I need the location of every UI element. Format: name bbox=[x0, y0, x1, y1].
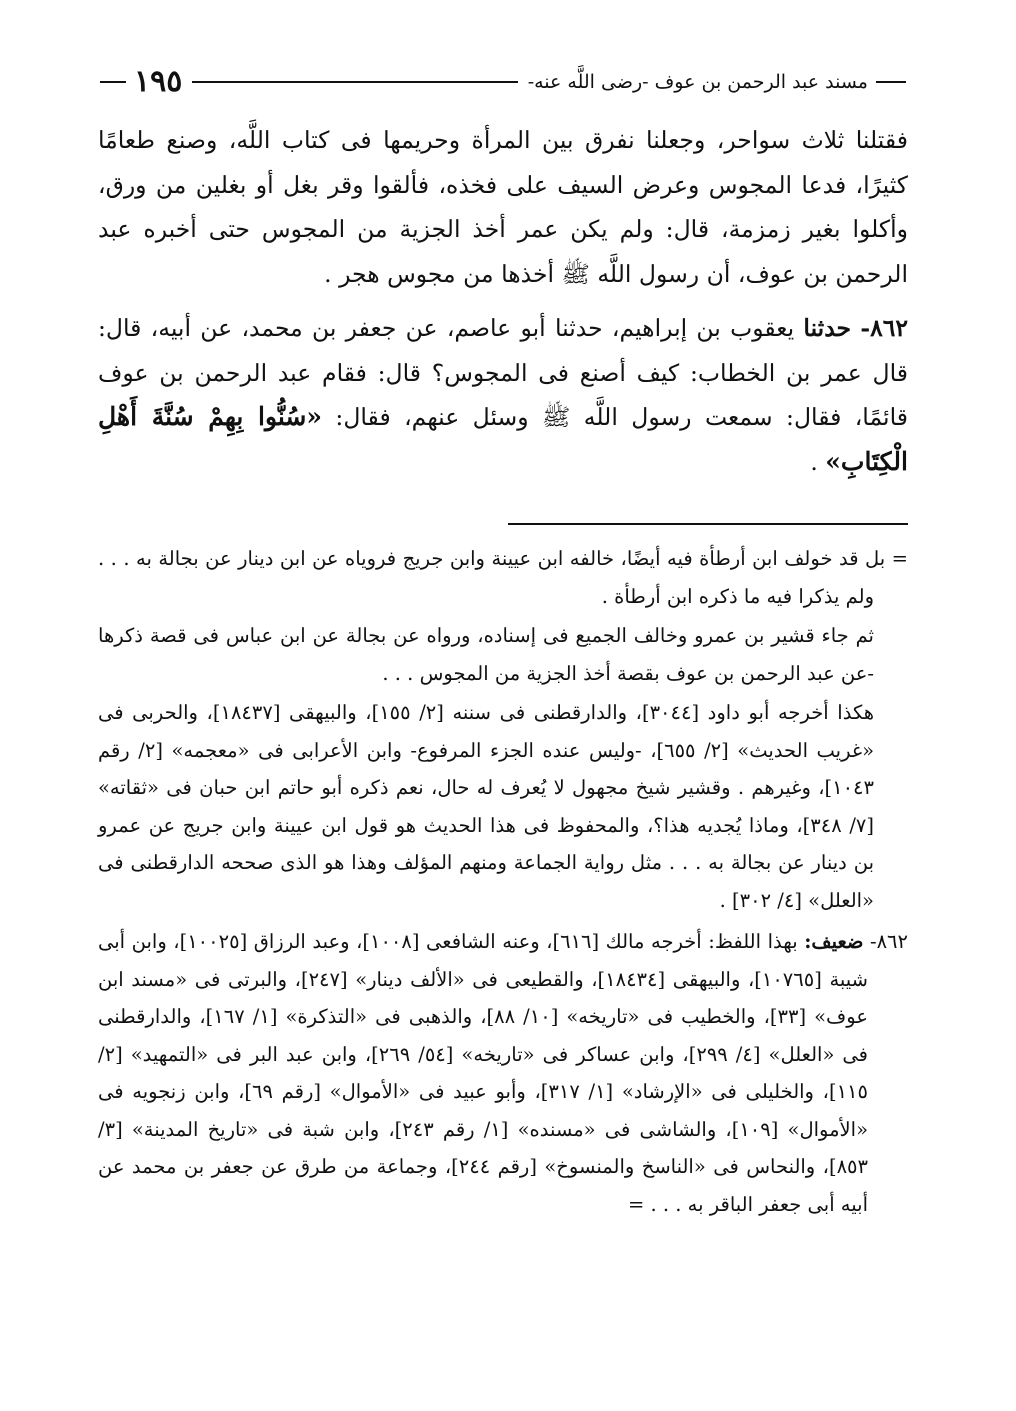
footnote-line: ثم جاء قشير بن عمرو وخالف الجميع فى إسناده، ورواه عن بجالة عن ابن عباس فى قصة ذكرها -عن عبد الرحمن بن عوف بقصة أخذ الجزية من المجوس . . . bbox=[98, 624, 874, 685]
hadith-lead: حدثنا bbox=[803, 314, 852, 342]
footnote-takhrij bbox=[98, 923, 908, 1223]
header-dash bbox=[100, 81, 126, 83]
footnotes bbox=[98, 540, 908, 1223]
footnote-text: بهذا اللفظ: أخرجه مالك [٦١٦]، وعنه الشافعى [١٠٠٨]، وعبد الرزاق [١٠٠٢٥]، وابن أبى شيبة [١٠٧٦٥]، والبيهقى [١٨٤٣٤]، والقطيعى فى «الألف دينار» [٢٤٧]، والبرتى فى «مسند ابن عوف» [٣٣]، والخطيب فى «تاريخه» [١٠/ ٨٨]، والذهبى فى «التذكرة» [١/ ١٦٧]، والدارقطنى فى «العلل» [٤/ ٢٩٩]، وابن عساكر فى «تاريخه» [٥٤/ ٢٦٩]، وابن عبد البر فى «التمهيد» [٢/ ١١٥]، والخليلى فى «الإرشاد» [١/ ٣١٧]، وأبو عبيد فى «الأموال» [رقم ٦٩]، وابن زنجويه فى «الأموال» [١٠٩]، والشاشى فى «مسنده» [١/ رقم ٢٤٣]، وابن شبة فى «تاريخ المدينة» [٣/ ٨٥٣]، والنحاس فى «الناسخ والمنسوخ» [رقم ٢٤٤]، وجماعة من طرق عن جعفر بن محمد عن أبيه أبى جعفر الباقر به . . . = bbox=[98, 930, 869, 1216]
page-header bbox=[100, 62, 906, 102]
main-text bbox=[98, 118, 908, 484]
header-dash bbox=[876, 81, 906, 83]
footnote-line: هكذا أخرجه أبو داود [٣٠٤٤]، والدارقطنى فى سننه [٢/ ١٥٥]، والبيهقى [١٨٤٣٧]، والحربى فى «غريب الحديث» [٢/ ٦٥٥]، -وليس عنده الجزء المرفوع- وابن الأعرابى فى «معجمه» [٢/ رقم ١٠٤٣]، وغيرهم . وقشير شيخ مجهول لا يُعرف له حال، نعم ذكره أبو حاتم ابن حبان فى «ثقاته» [٧/ ٣٤٨]، وماذا يُجديه هذا؟، والمحفوظ فى هذا الحديث هو قول ابن عيينة وابن جريج عن عمرو بن دينار عن بجالة به . . . مثل رواية الجماعة ومنهم المؤلف وهذا هو الذى صححه الدارقطنى فى «العلل» [٤/ ٣٠٢] . bbox=[98, 701, 875, 912]
hadith-quote: «سُنُّوا بِهِمْ سُنَّةَ أَهْلِ الْكِتَابِ» bbox=[98, 402, 908, 476]
header-rule bbox=[192, 81, 517, 83]
footnote-grade: ضعيف: bbox=[804, 930, 864, 953]
footnote-line: = بل قد خولف ابن أرطأة فيه أيضًا، خالفه ابن عيينة وابن جريج فروياه عن ابن دينار عن بجالة به . . . ولم يذكرا فيه ما ذكره ابن أرطأة . bbox=[98, 547, 908, 608]
hadith-entry bbox=[98, 306, 908, 484]
footnote-separator bbox=[508, 523, 908, 525]
footnote-number: ٨٦٢- bbox=[869, 930, 908, 953]
hadith-end: . bbox=[810, 447, 818, 476]
paragraph-continuation: فقتلنا ثلاث سواحر، وجعلنا نفرق بين المرأة وحريمها فى كتاب اللَّه، وصنع طعامًا كثيرًا، فدعا المجوس وعرض السيف على فخذه، فألقوا وقر بغل أو بغلين من ورق، وأكلوا بغير زمزمة، قال: ولم يكن عمر أخذ الجزية من المجوس حتى أخبره عبد الرحمن بن عوف، أن رسول اللَّه ﷺ أخذها من مجوس هجر . bbox=[98, 126, 908, 288]
hadith-chain: يعقوب بن إبراهيم، حدثنا أبو عاصم، عن جعفر بن محمد، عن أبيه، قال: قال عمر بن الخطاب: كيف أصنع فى المجوس؟ قال: فقام عبد الرحمن بن عوف قائمًا، فقال: سمعت رسول اللَّه ﷺ وسئل عنهم، فقال: bbox=[98, 314, 908, 431]
page-number: ١٩٥ bbox=[134, 64, 183, 99]
hadith-number: ٨٦٢- bbox=[860, 314, 908, 342]
running-title: مسند عبد الرحمن بن عوف -رضى اللَّه عنه- bbox=[527, 71, 868, 93]
